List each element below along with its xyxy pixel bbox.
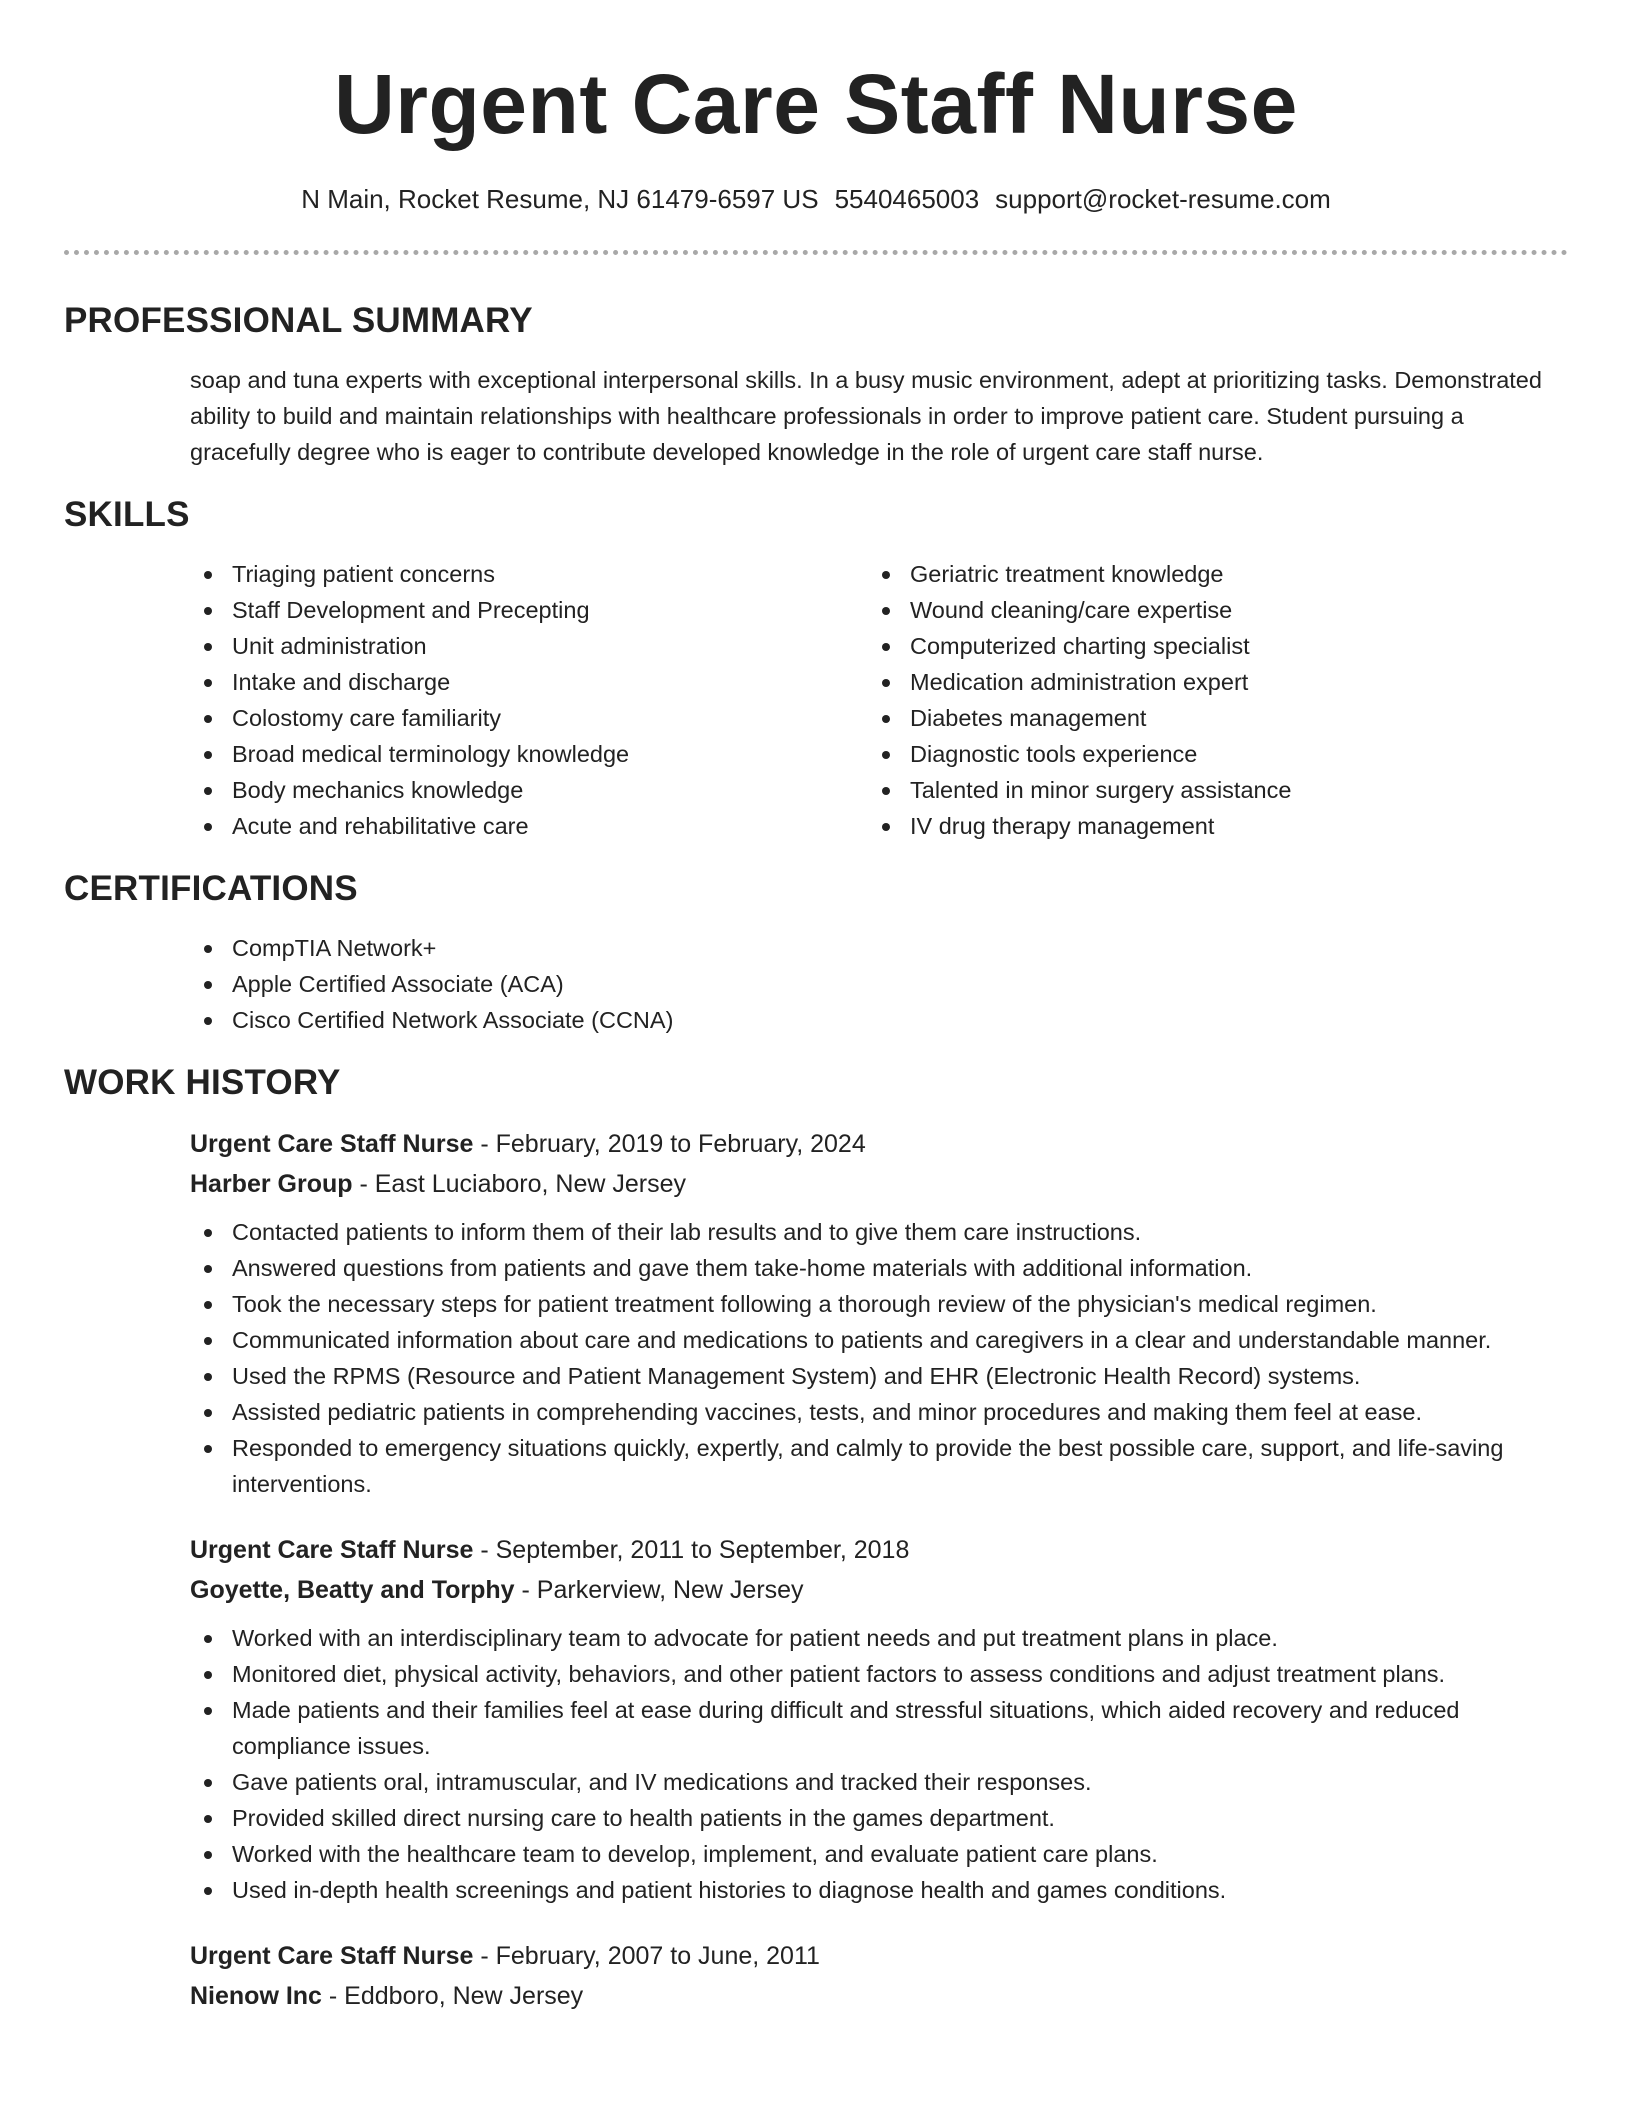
skill-item: Broad medical terminology knowledge: [190, 736, 868, 772]
job-entry: [190, 1936, 1568, 2016]
job-location: - Parkerview, New Jersey: [514, 1576, 804, 1604]
skill-item: Wound cleaning/care expertise: [868, 592, 1546, 628]
job-bullet: Answered questions from patients and gave them take-home materials with additional information.: [190, 1250, 1568, 1286]
job-bullet: Assisted pediatric patients in comprehending vaccines, tests, and minor procedures and making them feel at ease.: [190, 1394, 1568, 1430]
job-bullet: Used the RPMS (Resource and Patient Management System) and EHR (Electronic Health Record) systems.: [190, 1358, 1568, 1394]
summary-heading: PROFESSIONAL SUMMARY: [64, 301, 533, 340]
job-location: - Eddboro, New Jersey: [321, 1982, 584, 2010]
job-company: Goyette, Beatty and Torphy: [190, 1576, 515, 1604]
job-dates: - February, 2007 to June, 2011: [473, 1942, 820, 1970]
contact-info: [0, 183, 1632, 215]
skill-item: Body mechanics knowledge: [190, 772, 868, 808]
work-history-heading: WORK HISTORY: [64, 1063, 341, 1102]
job-title-line: [190, 1530, 1568, 1570]
contact-email[interactable]: support@rocket-resume.com: [995, 184, 1331, 214]
skill-item: Medication administration expert: [868, 664, 1546, 700]
skill-item: Acute and rehabilitative care: [190, 808, 868, 844]
job-title-line: [190, 1936, 1568, 1976]
resume-content: [64, 296, 1568, 2016]
skills-heading: SKILLS: [64, 495, 190, 534]
skill-item: Staff Development and Precepting: [190, 592, 868, 628]
job-title: Urgent Care Staff Nurse: [190, 1536, 474, 1564]
job-entry: [190, 1530, 1568, 1908]
header-divider: [64, 250, 1568, 255]
job-location: - East Luciaboro, New Jersey: [352, 1170, 687, 1198]
job-bullet: Responded to emergency situations quickly, expertly, and calmly to provide the best possible care, support, and life-saving interventions.: [190, 1430, 1568, 1502]
skills-column-left: [190, 556, 868, 844]
job-title: Urgent Care Staff Nurse: [190, 1942, 474, 1970]
skill-item: Triaging patient concerns: [190, 556, 868, 592]
job-company-line: [190, 1976, 1568, 2016]
job-bullets: [190, 1620, 1568, 1908]
skill-item: Talented in minor surgery assistance: [868, 772, 1546, 808]
job-bullet: Provided skilled direct nursing care to health patients in the games department.: [190, 1800, 1568, 1836]
job-title: Urgent Care Staff Nurse: [190, 1130, 474, 1158]
skill-item: Computerized charting specialist: [868, 628, 1546, 664]
skill-item: Diagnostic tools experience: [868, 736, 1546, 772]
page-title: Urgent Care Staff Nurse: [334, 57, 1298, 151]
skill-item: Geriatric treatment knowledge: [868, 556, 1546, 592]
skill-item: Diabetes management: [868, 700, 1546, 736]
job-bullet: Took the necessary steps for patient treatment following a thorough review of the physician's medical regimen.: [190, 1286, 1568, 1322]
certification-item: Apple Certified Associate (ACA): [190, 966, 1568, 1002]
job-entry: [190, 1124, 1568, 1502]
job-company: Harber Group: [190, 1170, 353, 1198]
skill-item: Unit administration: [190, 628, 868, 664]
job-bullet: Made patients and their families feel at ease during difficult and stressful situations, which aided recovery and reduced compliance issues.: [190, 1692, 1568, 1764]
summary-text: soap and tuna experts with exceptional interpersonal skills. In a busy music environment, adept at prioritizing tasks. Demonstrated ability to build and maintain relationships with healthcare professionals in order to improve patient care. Student pursuing a gracefully degree who is eager to contribute developed knowledge in the role of urgent care staff nurse.: [190, 367, 1542, 465]
contact-address: N Main, Rocket Resume, NJ 61479-6597 US: [301, 184, 819, 214]
skill-item: Intake and discharge: [190, 664, 868, 700]
job-company: Nienow Inc: [190, 1982, 322, 2010]
job-company-line: [190, 1570, 1568, 1610]
job-dates: - September, 2011 to September, 2018: [473, 1536, 910, 1564]
job-bullet: Used in-depth health screenings and patient histories to diagnose health and games conditions.: [190, 1872, 1568, 1908]
skills-column-right: [868, 556, 1546, 844]
job-bullet: Worked with an interdisciplinary team to advocate for patient needs and put treatment plans in place.: [190, 1620, 1568, 1656]
certifications-list: [190, 930, 1568, 1038]
contact-phone: 5540465003: [834, 184, 980, 214]
job-bullet: Gave patients oral, intramuscular, and IV medications and tracked their responses.: [190, 1764, 1568, 1800]
job-bullet: Monitored diet, physical activity, behaviors, and other patient factors to assess conditions and adjust treatment plans.: [190, 1656, 1568, 1692]
skill-item: IV drug therapy management: [868, 808, 1546, 844]
job-bullets: [190, 1214, 1568, 1502]
job-bullet: Contacted patients to inform them of their lab results and to give them care instructions.: [190, 1214, 1568, 1250]
job-title-line: [190, 1124, 1568, 1164]
certification-item: Cisco Certified Network Associate (CCNA): [190, 1002, 1568, 1038]
skill-item: Colostomy care familiarity: [190, 700, 868, 736]
certification-item: CompTIA Network+: [190, 930, 1568, 966]
job-dates: - February, 2019 to February, 2024: [473, 1130, 866, 1158]
certifications-heading: CERTIFICATIONS: [64, 869, 358, 908]
skills-list: [190, 556, 1568, 844]
job-company-line: [190, 1164, 1568, 1204]
job-bullet: Communicated information about care and medications to patients and caregivers in a clear and understandable manner.: [190, 1322, 1568, 1358]
job-bullet: Worked with the healthcare team to develop, implement, and evaluate patient care plans.: [190, 1836, 1568, 1872]
